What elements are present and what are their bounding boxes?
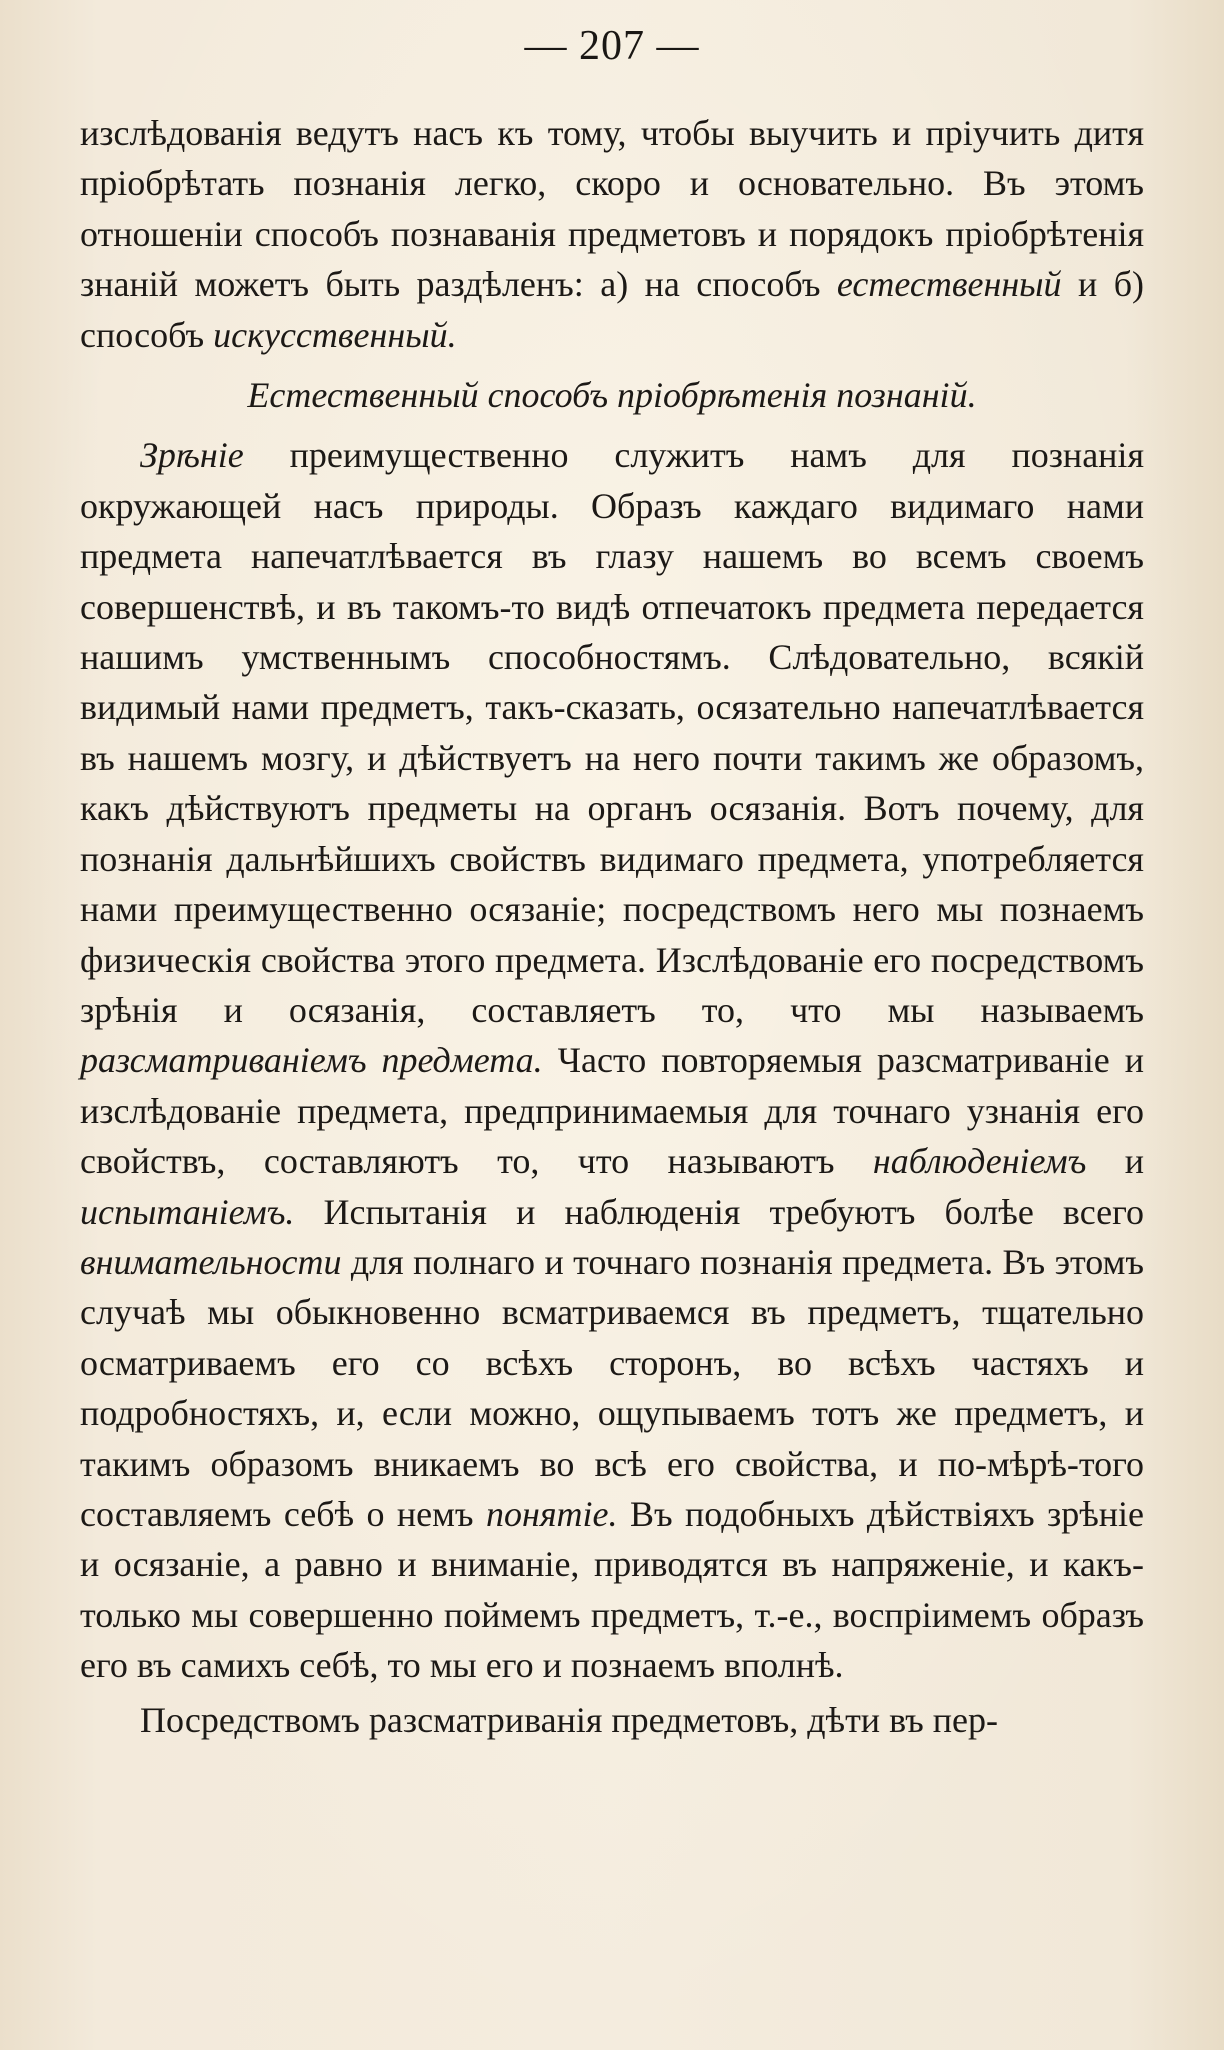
page-text bbox=[80, 108, 1144, 1745]
para1-text-6: Въ подобныхъ дѣйствіяхъ зрѣніе и осязаніе, а равно и вниманіе, приводятся въ напряженіе, и какъ-только мы совершенно поймемъ предметъ, т.-е., воспріимемъ образъ его въ самихъ себѣ, то мы его и познаемъ вполнѣ. bbox=[80, 1493, 1144, 1686]
intro-emphasis-artificial: искусственный. bbox=[213, 314, 457, 355]
para1-text-3: и bbox=[1086, 1141, 1145, 1182]
paragraph-vision bbox=[80, 430, 1144, 1690]
para1-text-2: Часто повторяемыя разсматриваніе и изслѣдованіе предмета, предпринимаемыя для точнаго узнанія его свойствъ, составляютъ то, что называютъ bbox=[80, 1040, 1144, 1182]
para1-emphasis-examining: разсматриваніемъ предмета. bbox=[80, 1040, 543, 1081]
paragraph-examining bbox=[80, 1695, 1144, 1745]
intro-emphasis-natural: естественный bbox=[836, 264, 1062, 305]
para1-text-5: для полнаго и точнаго познанія предмета. Въ этомъ случаѣ мы обыкновенно всматриваемся въ предметъ, тщательно осматриваемъ его со всѣхъ сторонъ, во всѣхъ частяхъ и подробностяхъ, и, если можно, ощупываемъ тотъ же предметъ, и такимъ образомъ вникаемъ во всѣ его свойства, и по-мѣрѣ-того составляемъ себѣ о немъ bbox=[80, 1241, 1144, 1534]
para1-emphasis-concept: понятіе. bbox=[485, 1493, 618, 1534]
intro-text-2: и б) способъ bbox=[80, 264, 1144, 355]
para1-emphasis-observation: наблюденіемъ bbox=[872, 1141, 1087, 1182]
para2-text-1: Посредствомъ разсматриванія предметовъ, дѣти въ пер- bbox=[140, 1699, 999, 1740]
para1-emphasis-attentiveness: внимательности bbox=[80, 1241, 342, 1282]
para1-emphasis-vision: Зрѣніе bbox=[140, 435, 244, 476]
para1-text-4: Испытанія и наблюденія требуютъ болѣе всего bbox=[294, 1191, 1144, 1232]
page-number: — 207 — bbox=[524, 23, 700, 69]
para1-text-1: преимущественно служитъ намъ для познанія окружающей насъ природы. Образъ каждаго видимаго нами предмета напечатлѣвается въ глазу нашемъ во всемъ своемъ совершенствѣ, и въ такомъ-то видѣ отпечатокъ предмета передается нашимъ умственнымъ способностямъ. Слѣдовательно, всякій видимый нами предметъ, такъ-сказать, осязательно напечатлѣвается въ нашемъ мозгу, и дѣйствуетъ на него почти такимъ же образомъ, какъ дѣйствуютъ предметы на органъ осязанія. Вотъ почему, для познанія дальнѣйшихъ свойствъ видимаго предмета, употребляется нами преимущественно осязаніе; посредствомъ него мы познаемъ физическія свойства этого предмета. Изслѣдованіе его посредствомъ зрѣнія и осязанія, составляетъ то, что мы называемъ bbox=[80, 435, 1144, 1030]
section-heading: Естественный способъ пріобрѣтенія познаній. bbox=[247, 375, 977, 416]
intro-text-1: изслѣдованія ведутъ насъ къ тому, чтобы выучить и пріучить дитя пріобрѣтать познанія легко, скоро и основательно. Въ этомъ отношеніи способъ познаванія предметовъ и порядокъ пріобрѣтенія знаній можетъ быть раздѣленъ: а) на способъ bbox=[80, 113, 1144, 305]
intro-paragraph bbox=[80, 108, 1144, 360]
para1-emphasis-testing: испытаніемъ. bbox=[80, 1191, 295, 1232]
